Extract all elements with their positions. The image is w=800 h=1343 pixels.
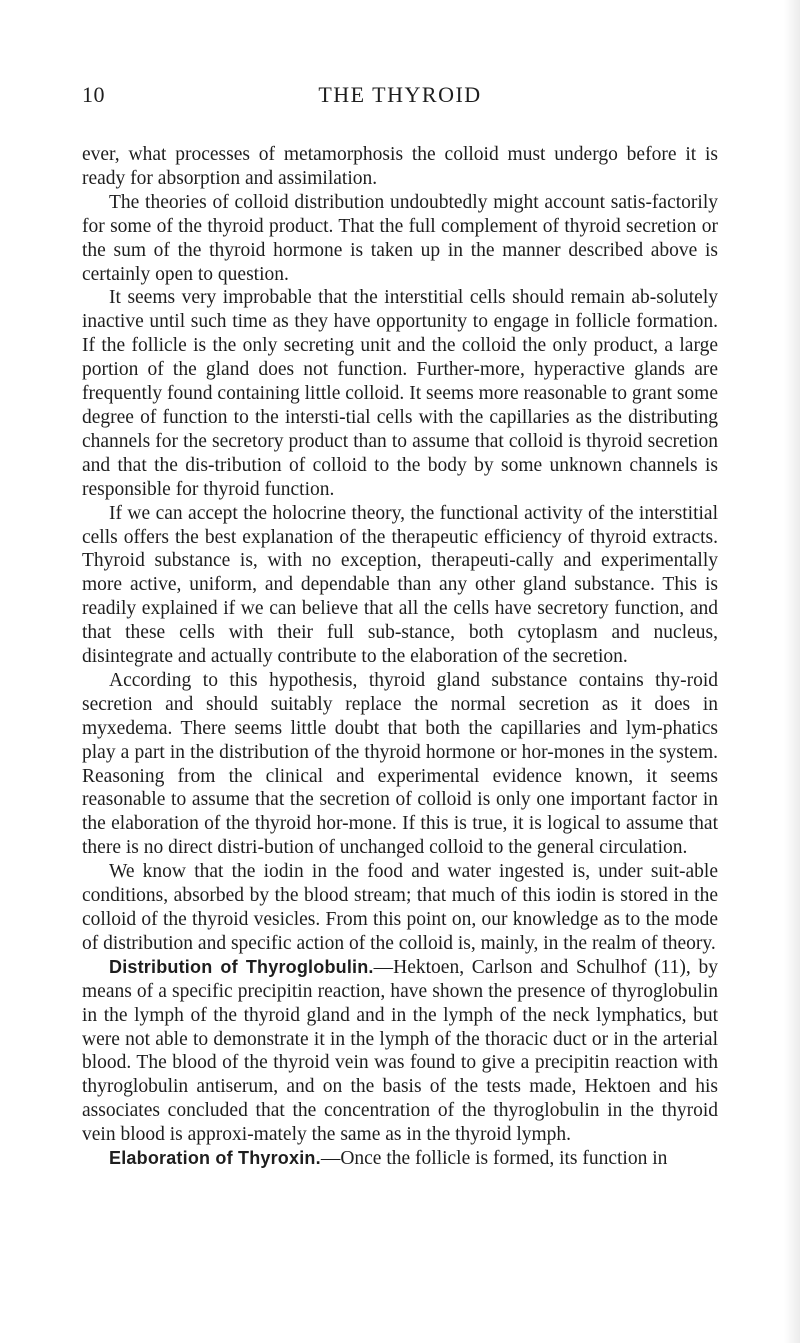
- paragraph-1: ever, what processes of metamorphosis the colloid must undergo before it is ready for absorption and assimilation.: [82, 144, 718, 189]
- paragraph-4: If we can accept the holocrine theory, the functional activity of the interstitial cells offers the best explanation of the therapeutic efficiency of thyroid extracts. Thyroid substance is, with no exception, therapeuti-cally and experimentally more active, uniform, and dependable than any other gland substance. This is readily explained if we can believe that all the cells have secretory function, and that these cells with their full sub-stance, both cytoplasm and nucleus, disintegrate and actually contribute to the elaboration of the secretion.: [82, 502, 718, 668]
- paragraph-2: The theories of colloid distribution undoubtedly might account satis-factorily for some of the thyroid product. That the full complement of thyroid secretion or the sum of the thyroid hormone is taken up in the manner described above is certainly open to question.: [82, 191, 718, 285]
- paragraph-3: It seems very improbable that the interstitial cells should remain ab-solutely inactive until such time as they have opportunity to engage in follicle formation. If the follicle is the only secreting unit and the colloid the only product, a large portion of the gland does not function. Further-more, hyperactive glands are frequently found containing little colloid. It seems more reasonable to grant some degree of function to the intersti-tial cells with the capillaries as the distributing channels for the secretory product than to assume that colloid is thyroid secretion and that the dis-tribution of colloid to the body by some unknown channels is responsible for thyroid function.: [82, 287, 718, 500]
- paragraph-8-text: —Once the follicle is formed, its function in: [320, 1148, 668, 1170]
- paragraph-5: According to this hypothesis, thyroid gland substance contains thy-roid secretion and should suitably replace the normal secretion as it does in myxedema. There seems little doubt that both the capillaries and lym-phatics play a part in the distribution of the thyroid hormone or hor-mones in the system. Reasoning from the clinical and experimental evidence known, it seems reasonable to assume that the secretion of colloid is only one important factor in the elaboration of the thyroid hor-mone. If this is true, it is logical to assume that there is no direct distri-bution of unchanged colloid to the general circulation.: [82, 669, 718, 859]
- page-number: 10: [82, 82, 105, 107]
- page-header: [82, 82, 718, 116]
- body-text: [82, 143, 718, 1171]
- running-head: THE THYROID: [318, 82, 482, 107]
- paragraph-6: We know that the iodin in the food and water ingested is, under suit-able conditions, absorbed by the blood stream; that much of this iodin is stored in the colloid of the thyroid vesicles. From this point on, our knowledge as to the mode of distribution and specific action of the colloid is, mainly, in the realm of theory.: [82, 861, 718, 954]
- page-edge-shadow: [784, 0, 800, 1343]
- paragraph-7-text: —Hektoen, Carlson and Schulhof (11), by means of a specific precipitin reaction, have shown the presence of thyroglobulin in the lymph of the thyroid gland and in the lymph of the neck lymphatics, but were not able to demonstrate it in the lymph of the thoracic duct or in the arterial blood. The blood of the thyroid vein was found to give a precipitin reaction with thyroglobulin antiserum, and on the basis of the tests made, Hektoen and his associates concluded that the concentration of the thyroglobulin in the thyroid vein blood is approxi-mately the same as in the thyroid lymph.: [82, 956, 718, 1146]
- paragraph-8: [82, 1147, 718, 1171]
- paragraph-7: [82, 956, 718, 1147]
- subheading-elaboration-of-thyroxin: Elaboration of Thyroxin.: [109, 1148, 321, 1169]
- subheading-distribution-of-thyroglobulin: Distribution of Thyroglobulin.: [109, 956, 374, 977]
